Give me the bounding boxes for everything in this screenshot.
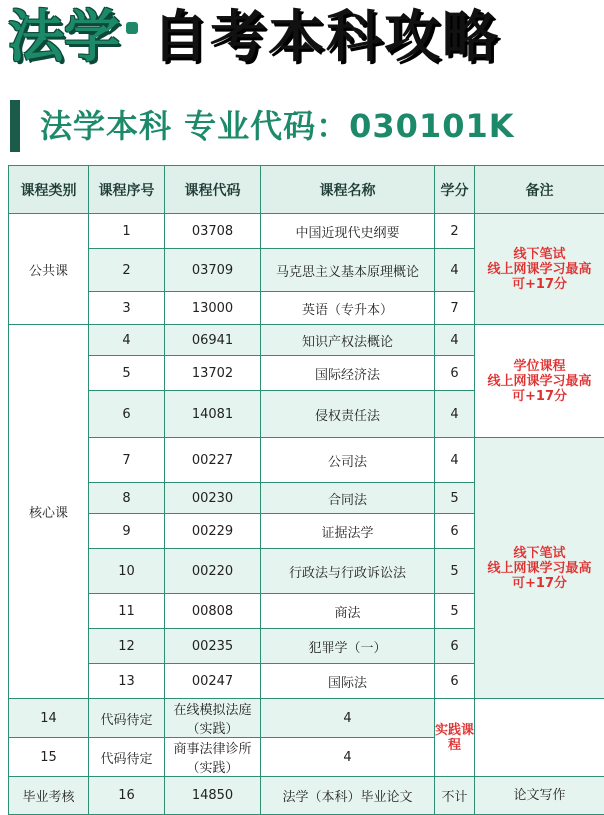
credit-cell: 7: [435, 292, 475, 325]
category-cell: 核心课: [9, 325, 89, 699]
seq-cell: 12: [89, 629, 165, 664]
header-code: 课程代码: [165, 166, 261, 214]
credit-cell: 6: [435, 664, 475, 699]
code-cell: 06941: [165, 325, 261, 356]
seq-cell: 15: [9, 738, 89, 777]
code-cell: 14850: [165, 777, 261, 815]
credit-cell: 4: [435, 249, 475, 292]
seq-cell: 3: [89, 292, 165, 325]
seq-cell: 1: [89, 214, 165, 249]
credit-cell: 2: [435, 214, 475, 249]
name-cell: 国际经济法: [261, 356, 435, 391]
name-cell: 知识产权法概论: [261, 325, 435, 356]
name-cell: 商法: [261, 594, 435, 629]
seq-cell: 2: [89, 249, 165, 292]
credit-cell: 6: [435, 356, 475, 391]
credit-cell: 5: [435, 549, 475, 594]
code-cell: 03709: [165, 249, 261, 292]
seq-cell: 6: [89, 391, 165, 438]
name-cell: 行政法与行政诉讼法: [261, 549, 435, 594]
credit-cell: 5: [435, 483, 475, 514]
note-cell: [475, 438, 604, 699]
credit-cell: 4: [435, 325, 475, 356]
note-line: 线上网课学习最高: [475, 262, 604, 277]
header-note: 备注: [475, 166, 604, 214]
name-cell: 商事法律诊所（实践）: [165, 738, 261, 777]
credit-cell: 5: [435, 594, 475, 629]
course-table: [8, 165, 604, 815]
note-line: 线下笔试: [475, 546, 604, 561]
category-cell: 毕业考核: [9, 777, 89, 815]
hero-title-green: 法学: [8, 2, 120, 74]
seq-cell: 9: [89, 514, 165, 549]
code-cell: 代码待定: [89, 699, 165, 738]
credit-cell: 6: [435, 514, 475, 549]
seq-cell: 4: [89, 325, 165, 356]
subtitle-accent-bar: [10, 100, 20, 152]
table-row: [9, 738, 604, 777]
name-cell: 犯罪学（一）: [261, 629, 435, 664]
code-cell: 00235: [165, 629, 261, 664]
category-cell: 公共课: [9, 214, 89, 325]
hero-title: [0, 0, 604, 84]
name-cell: 中国近现代史纲要: [261, 214, 435, 249]
code-cell: 00220: [165, 549, 261, 594]
table-row: [9, 438, 604, 483]
code-cell: 03708: [165, 214, 261, 249]
note-cell: [475, 777, 604, 815]
credit-cell: 6: [435, 629, 475, 664]
credit-cell: 4: [435, 391, 475, 438]
name-cell: 国际法: [261, 664, 435, 699]
note-cell: [435, 699, 475, 777]
code-cell: 00808: [165, 594, 261, 629]
code-cell: 00227: [165, 438, 261, 483]
header-credit: 学分: [435, 166, 475, 214]
note-line: 线上网课学习最高: [475, 561, 604, 576]
name-cell: 马克思主义基本原理概论: [261, 249, 435, 292]
code-cell: 00229: [165, 514, 261, 549]
hero-title-dot: [126, 22, 138, 34]
hero-title-black: 自考本科攻略: [152, 2, 500, 74]
code-cell: 14081: [165, 391, 261, 438]
seq-cell: 7: [89, 438, 165, 483]
name-cell: 合同法: [261, 483, 435, 514]
note-line: 可+17分: [475, 277, 604, 292]
header-seq: 课程序号: [89, 166, 165, 214]
seq-cell: 10: [89, 549, 165, 594]
table-row: [9, 214, 604, 249]
name-cell: 公司法: [261, 438, 435, 483]
seq-cell: 5: [89, 356, 165, 391]
credit-cell: 4: [261, 738, 435, 777]
code-cell: 13702: [165, 356, 261, 391]
note-line: 线下笔试: [475, 247, 604, 262]
credit-cell: 4: [435, 438, 475, 483]
name-cell: 侵权责任法: [261, 391, 435, 438]
note-line: 线上网课学习最高: [475, 374, 604, 389]
seq-cell: 14: [9, 699, 89, 738]
name-cell: 在线模拟法庭（实践）: [165, 699, 261, 738]
credit-cell: 不计: [435, 777, 475, 815]
code-cell: 00247: [165, 664, 261, 699]
table-row: [9, 699, 604, 738]
note-cell: [475, 214, 604, 325]
code-cell: 13000: [165, 292, 261, 325]
note-line: 可+17分: [475, 389, 604, 404]
subtitle-block: [0, 98, 604, 154]
name-cell: 法学（本科）毕业论文: [261, 777, 435, 815]
table-header-row: [9, 166, 604, 214]
table-row: [9, 325, 604, 356]
seq-cell: 11: [89, 594, 165, 629]
header-category: 课程类别: [9, 166, 89, 214]
name-cell: 证据法学: [261, 514, 435, 549]
note-line: 论文写作: [475, 788, 604, 803]
code-cell: 代码待定: [89, 738, 165, 777]
note-cell: [475, 325, 604, 438]
name-cell: 英语（专升本）: [261, 292, 435, 325]
note-line: 学位课程: [475, 359, 604, 374]
seq-cell: 13: [89, 664, 165, 699]
code-cell: 00230: [165, 483, 261, 514]
header-name: 课程名称: [261, 166, 435, 214]
seq-cell: 16: [89, 777, 165, 815]
table-row: [9, 777, 604, 815]
note-line: 实践课程: [435, 723, 474, 753]
credit-cell: 4: [261, 699, 435, 738]
seq-cell: 8: [89, 483, 165, 514]
subtitle: 法学本科 专业代码：030101K: [40, 102, 515, 150]
note-line: 可+17分: [475, 576, 604, 591]
